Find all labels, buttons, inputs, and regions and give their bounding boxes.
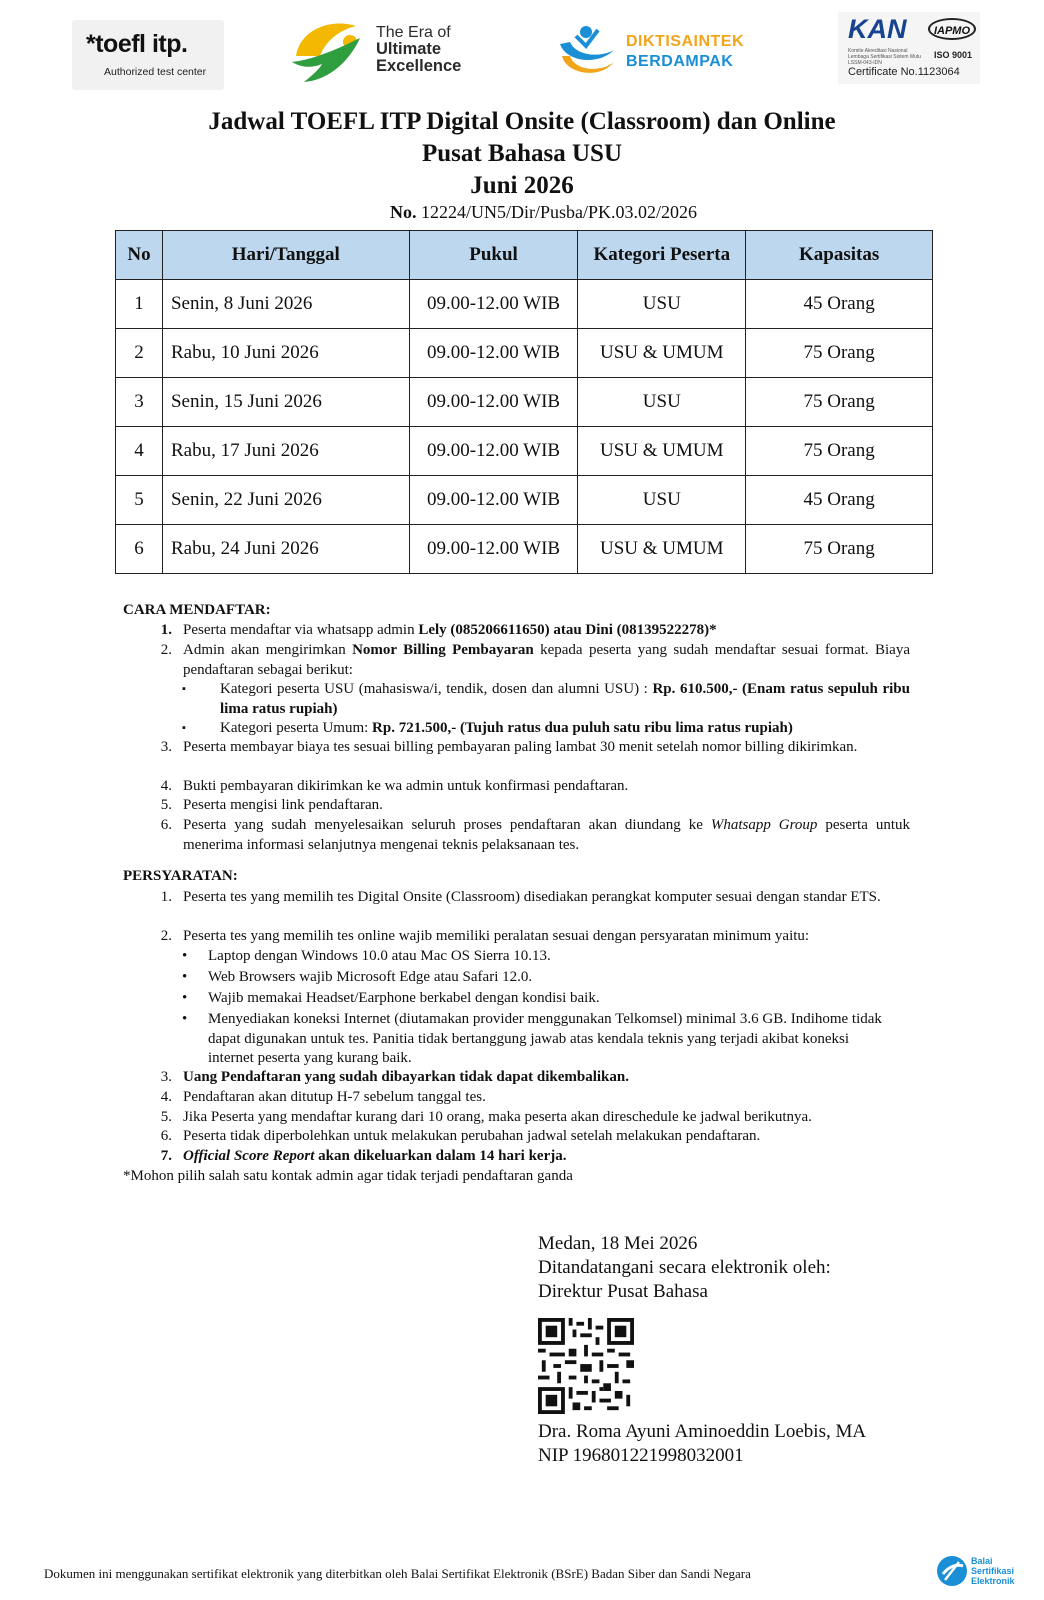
- toefl-itp-logo: [72, 20, 224, 90]
- doc-no-label: No.: [390, 202, 417, 222]
- cell-capacity: 75 Orang: [746, 525, 933, 574]
- fee-usu-label: Kategori peserta USU (mahasiswa/i, tendik, dosen dan alumni USU) :: [220, 681, 653, 697]
- toefl-sub: Authorized test center: [104, 66, 207, 78]
- req-headset-text: Wajib memakai Headset/Earphone berkabel dengan kondisi baik.: [208, 990, 600, 1006]
- cell-no: 3: [116, 378, 163, 427]
- era-line3: Excellence: [376, 57, 462, 75]
- schedule-table: [115, 230, 933, 574]
- cell-category: USU: [578, 476, 746, 525]
- cell-time: 09.00-12.00 WIB: [409, 280, 578, 329]
- title-line3: Juni 2026: [470, 172, 574, 199]
- persyaratan-heading: PERSYARATAN:: [123, 868, 238, 884]
- req-laptop-text: Laptop dengan Windows 10.0 atau Mac OS Sierra 10.13.: [208, 948, 551, 964]
- fee-umum-amount: Rp. 721.500,- (Tujuh ratus dua puluh satu ribu lima ratus rupiah): [372, 720, 793, 736]
- list-number: 1.: [160, 622, 172, 638]
- footer-text: Dokumen ini menggunakan sertifikat elektronik yang diterbitkan oleh Balai Sertifikat Elektronik (BSrE) Badan Siber dan Sandi Negara: [44, 1566, 751, 1581]
- document-number: [390, 202, 697, 223]
- cara-2-text-c: kepada peserta yang sudah mendaftar sesuai format. Biaya pendaftaran sebagai berikut:: [183, 642, 911, 678]
- kan-mark: KAN: [848, 14, 907, 44]
- dot-bullet-icon: •: [182, 1011, 188, 1027]
- era-line2: Ultimate: [376, 40, 442, 58]
- cell-category: USU & UMUM: [578, 329, 746, 378]
- list-number: 6.: [160, 817, 172, 833]
- certificate-number: Certificate No.1123064: [848, 66, 960, 78]
- bsre-logo: [935, 1554, 1035, 1594]
- iso-mark: ISO 9001: [934, 50, 973, 60]
- cara-6-text-a: Peserta yang sudah menyelesaikan seluruh proses pendaftaran akan diundang ke: [183, 817, 711, 833]
- cara-3-text: Peserta membayar biaya tes sesuai billing pembayaran paling lambat 30 menit setelah nomor billing dikirimkan.: [183, 739, 858, 755]
- syarat-7-text: akan dikeluarkan dalam 14 hari kerja.: [314, 1148, 567, 1164]
- era-text: [376, 24, 461, 75]
- req-browser-text: Web Browsers wajib Microsoft Edge atau Safari 12.0.: [208, 969, 533, 985]
- list-number: 5.: [160, 797, 172, 813]
- cell-capacity: 75 Orang: [746, 427, 933, 476]
- signer-name: Dra. Roma Ayuni Aminoeddin Loebis, MA: [538, 1421, 867, 1442]
- syarat-2-text: Peserta tes yang memilih tes online wajib memiliki peralatan sesuai dengan persyaratan minimum yaitu:: [183, 928, 810, 944]
- cara-1-text: Peserta mendaftar via whatsapp admin: [183, 622, 419, 638]
- bsre-line1: Balai: [971, 1556, 993, 1566]
- dikti-line2: BERDAMPAK: [626, 53, 734, 70]
- era-line1: The Era of: [376, 24, 451, 41]
- list-number: 1.: [160, 889, 172, 905]
- list-number: 4.: [160, 1089, 172, 1105]
- list-number: 3.: [160, 1069, 172, 1085]
- cara-5-text: Peserta mengisi link pendaftaran.: [183, 797, 383, 813]
- table-row: [116, 280, 933, 329]
- signed-by: Ditandatangani secara elektronik oleh:: [538, 1257, 831, 1278]
- bsre-text: [971, 1556, 1015, 1586]
- cara-6-text-c: peserta untuk menerima informasi selanjutnya mengenai teknis pelaksanaan tes.: [183, 817, 911, 853]
- list-number: 5.: [160, 1109, 172, 1125]
- header-no: No: [116, 231, 163, 280]
- table-row: [116, 476, 933, 525]
- square-bullet-icon: ▪: [182, 683, 186, 695]
- fee-usu-amount: Rp. 610.500,- (Enam ratus sepuluh ribu lima ratus rupiah): [220, 681, 910, 717]
- cell-capacity: 45 Orang: [746, 476, 933, 525]
- cell-no: 5: [116, 476, 163, 525]
- cell-category: USU: [578, 280, 746, 329]
- dot-bullet-icon: •: [182, 990, 188, 1006]
- cell-category: USU & UMUM: [578, 427, 746, 476]
- diktisaintek-logo: [556, 22, 746, 84]
- syarat-3-text: Uang Pendaftaran yang sudah dibayarkan tidak dapat dikembalikan.: [183, 1069, 629, 1085]
- cell-no: 1: [116, 280, 163, 329]
- doc-no-value: 12224/UN5/Dir/Pusba/PK.03.02/2026: [421, 202, 698, 222]
- official-score-report: Official Score Report: [183, 1148, 315, 1164]
- header-category: Kategori Peserta: [578, 231, 746, 280]
- kan-small-text: Komite Akreditasi Nasional Lembaga Sertifikasi Sistem Mutu LSSM-043-IDN: [848, 48, 922, 66]
- dot-bullet-icon: •: [182, 969, 188, 985]
- cell-date: Rabu, 10 Juni 2026: [162, 329, 409, 378]
- header-capacity: Kapasitas: [746, 231, 933, 280]
- era-emblem-icon: [290, 16, 366, 88]
- cara-2-text-a: Admin akan mengirimkan: [183, 642, 353, 658]
- cell-date: Senin, 22 Juni 2026: [162, 476, 409, 525]
- iapmo-mark: IAPMO: [928, 18, 976, 40]
- note-text: *Mohon pilih salah satu kontak admin agar tidak terjadi pendaftaran ganda: [123, 1168, 573, 1184]
- dot-bullet-icon: •: [182, 948, 188, 964]
- title-line1: Jadwal TOEFL ITP Digital Onsite (Classroom) dan Online: [208, 108, 836, 135]
- cara-mendaftar-heading: CARA MENDAFTAR:: [123, 602, 271, 618]
- syarat-4-text: Pendaftaran akan ditutup H-7 sebelum tanggal tes.: [183, 1089, 486, 1105]
- qr-code-icon: [538, 1318, 634, 1414]
- signer-position: Direktur Pusat Bahasa: [538, 1281, 708, 1302]
- table-row: [116, 427, 933, 476]
- dikti-emblem-icon: [556, 22, 618, 82]
- title-line2: Pusat Bahasa USU: [421, 140, 623, 167]
- header-time: Pukul: [409, 231, 578, 280]
- bsre-emblem-icon: [935, 1554, 969, 1588]
- kan-iso-logo: [838, 12, 980, 84]
- header-date: Hari/Tanggal: [162, 231, 409, 280]
- dikti-line1: DIKTISAINTEK: [626, 33, 744, 50]
- list-number: 7.: [160, 1148, 172, 1164]
- list-number: 4.: [160, 778, 172, 794]
- cell-date: Senin, 15 Juni 2026: [162, 378, 409, 427]
- billing-number-label: Nomor Billing Pembayaran: [352, 642, 534, 658]
- syarat-6-text: Peserta tidak diperbolehkan untuk melakukan perubahan jadwal setelah melakukan pendaftaran.: [183, 1128, 761, 1144]
- cell-date: Senin, 8 Juni 2026: [162, 280, 409, 329]
- syarat-1-text: Peserta tes yang memilih tes Digital Onsite (Classroom) disediakan perangkat komputer sesuai dengan standar ETS.: [183, 889, 881, 905]
- cell-category: USU & UMUM: [578, 525, 746, 574]
- cell-time: 09.00-12.00 WIB: [409, 525, 578, 574]
- cell-date: Rabu, 24 Juni 2026: [162, 525, 409, 574]
- toefl-brand: *toefl itp.: [86, 30, 188, 58]
- cell-capacity: 45 Orang: [746, 280, 933, 329]
- cara-4-text: Bukti pembayaran dikirimkan ke wa admin untuk konfirmasi pendaftaran.: [183, 778, 629, 794]
- req-internet-text: Menyediakan koneksi Internet (diutamakan provider menggunakan Telkomsel) minimal 3.6 GB. Indihome tidak dapat digunakan untuk tes. Panitia tidak bertanggung jawab atas kendala teknis yang terjadi akibat koneksi internet peserta yang kurang baik.: [208, 1011, 882, 1066]
- bsre-line2: Sertifikasi: [971, 1566, 1015, 1576]
- square-bullet-icon: ▪: [182, 722, 186, 734]
- admin-contacts: Lely (085206611650) atau Dini (08139522278)*: [418, 622, 717, 638]
- cell-no: 6: [116, 525, 163, 574]
- table-row: [116, 378, 933, 427]
- list-number: 3.: [160, 739, 172, 755]
- cell-date: Rabu, 17 Juni 2026: [162, 427, 409, 476]
- cell-time: 09.00-12.00 WIB: [409, 329, 578, 378]
- fee-umum-label: Kategori peserta Umum:: [220, 720, 373, 736]
- table-row: [116, 525, 933, 574]
- cell-no: 2: [116, 329, 163, 378]
- place-date: Medan, 18 Mei 2026: [538, 1233, 698, 1254]
- dikti-text: [626, 32, 744, 72]
- list-number: 2.: [160, 642, 172, 658]
- cell-no: 4: [116, 427, 163, 476]
- signer-nip: NIP 196801221998032001: [538, 1445, 744, 1466]
- bsre-line3: Elektronik: [971, 1576, 1015, 1586]
- cell-capacity: 75 Orang: [746, 378, 933, 427]
- cell-time: 09.00-12.00 WIB: [409, 476, 578, 525]
- cell-category: USU: [578, 378, 746, 427]
- list-number: 2.: [160, 928, 172, 944]
- cell-time: 09.00-12.00 WIB: [409, 427, 578, 476]
- syarat-5-text: Jika Peserta yang mendaftar kurang dari 10 orang, maka peserta akan direschedule ke jadwal berikutnya.: [183, 1109, 812, 1125]
- table-header-row: [116, 231, 933, 280]
- cell-capacity: 75 Orang: [746, 329, 933, 378]
- whatsapp-group-text: Whatsapp Group: [710, 817, 818, 833]
- table-row: [116, 329, 933, 378]
- cell-time: 09.00-12.00 WIB: [409, 378, 578, 427]
- era-excellence-logo: [290, 16, 480, 88]
- list-number: 6.: [160, 1128, 172, 1144]
